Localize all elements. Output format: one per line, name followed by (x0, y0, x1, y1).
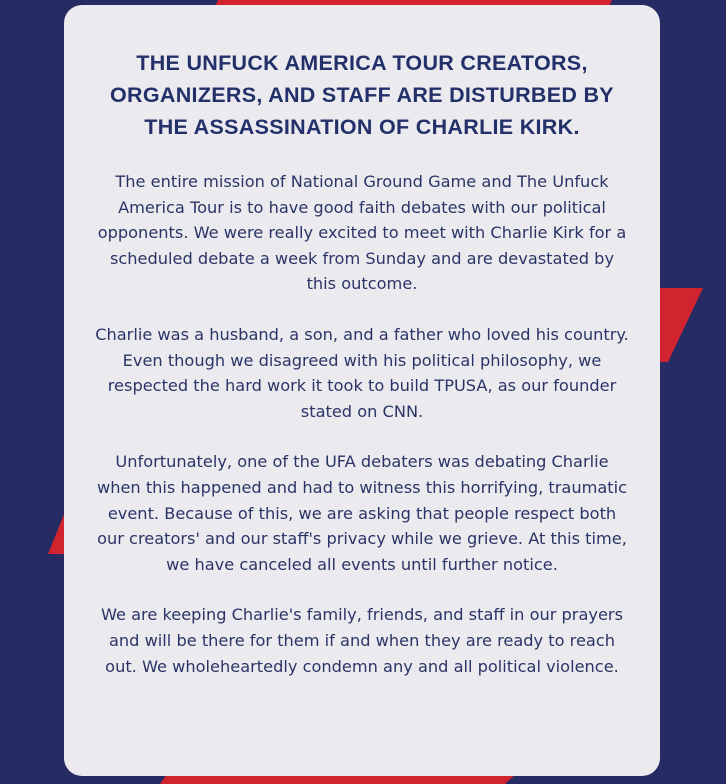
statement-paragraph-prayers: We are keeping Charlie's family, friends, and staff in our prayers and will be there for them if and when they are ready to reach out. We wholeheartedly condemn any and all political violence. (100, 605, 624, 676)
statement-paragraph-mission: The entire mission of National Ground Game and The Unfuck America Tour is to have good faith debates with our political opponents. We were really excited to meet with Charlie Kirk for a scheduled debate a week from Sunday and are devastated by this outcome. (97, 172, 627, 294)
statement-headline: THE UNFUCK AMERICA TOUR CREATORS, ORGANIZERS, AND STAFF ARE DISTURBED BY THE ASSASSINATION OF CHARLIE KIRK. (110, 51, 614, 139)
statement-paragraph-charlie: Charlie was a husband, a son, and a father who loved his country. Even though we disagreed with his political philosophy, we respected the hard work it took to build TPUSA, as our founder stated on CNN. (95, 324, 629, 421)
statement-paragraph-events: Unfortunately, one of the UFA debaters was debating Charlie when this happened and had to witness this horrifying, traumatic event. Because of this, we are asking that people respect both our creators' and our staff's privacy while we grieve. At this time, we have canceled all events until further notice. (96, 452, 628, 574)
statement-card (64, 5, 660, 776)
